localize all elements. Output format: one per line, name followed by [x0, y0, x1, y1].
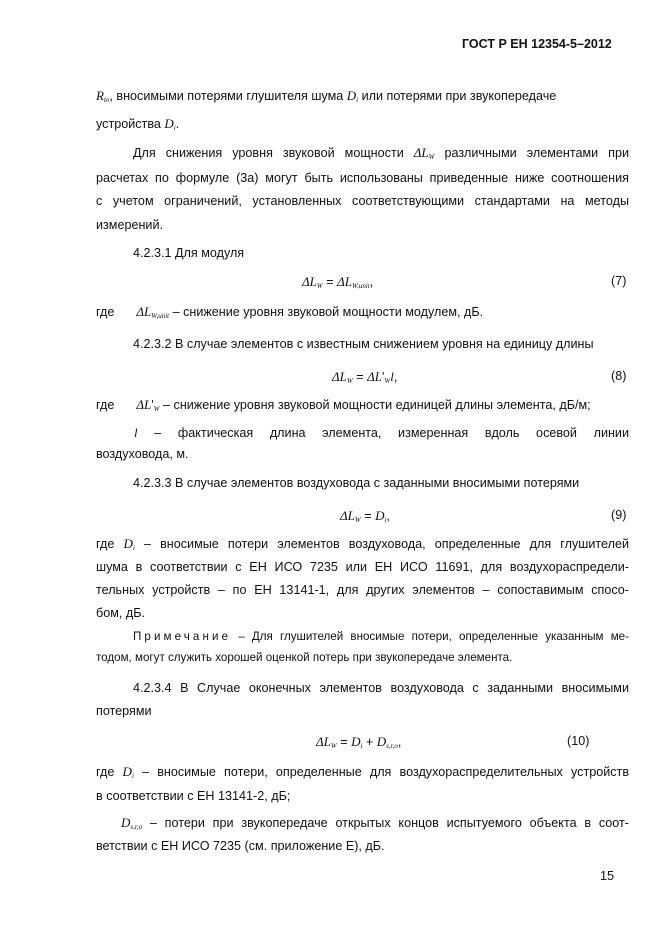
note-label: Примечание — [133, 630, 232, 643]
section-4-2-3-4-heading-line-2: потерями — [96, 704, 152, 718]
equation-8-number: (8) — [611, 369, 627, 383]
page-number: 15 — [600, 869, 615, 883]
definition-10-b-line-1: $D_{s,r,o}$ – потери при звукопередаче открытых концов испытуемого объекта в соот- — [121, 815, 629, 831]
definition-9-line-2: шума в соответствии с ЕН ИСО 7235 или ЕН ИСО 11691, для воздухораспредели- — [96, 560, 629, 574]
definition-9-line-1: где $D_i$ – вносимые потери элементов воздуховода, определенные для глушителей — [96, 536, 630, 552]
section-4-2-3-2-heading: 4.2.3.2 В случае элементов с известным снижением уровня на единицу длины — [133, 337, 594, 351]
equation-9: $\Delta L_W = D_i$, — [340, 508, 390, 524]
reduction-line-3: с учетом ограничений, установленных соответствующими стандартами на методы — [96, 194, 629, 208]
definition-7: где $\Delta L_{W,unit}$ – снижение уровня звуковой мощности модулем, дБ. — [96, 304, 484, 320]
definition-8-b-line-1: l – фактическая длина элемента, измеренная вдоль осевой линии — [134, 425, 629, 440]
equation-7: $\Delta L_W = \Delta L_{W,unit}$, — [302, 274, 374, 290]
definition-9-line-3: тельных устройств – по ЕН 13141-1, для других элементов – сопоставимым спосо- — [96, 583, 629, 597]
reduction-line-4: измерений. — [96, 218, 164, 232]
definition-10-a-line-1: где $D_i$ – вносимые потери, определенные для воздухораспределительных устройств — [96, 764, 630, 780]
equation-9-number: (9) — [611, 508, 627, 522]
definition-10-b-line-2: ветствии с ЕН ИСО 7235 (см. приложение Е), дБ. — [96, 839, 385, 853]
equation-7-number: (7) — [611, 274, 627, 288]
section-4-2-3-4-heading-line-1: 4.2.3.4 В Случае оконечных элементов воздуховода с заданными вносимыми — [133, 681, 629, 695]
section-4-2-3-3-heading: 4.2.3.3 В случае элементов воздуховода с заданными вносимыми потерями — [133, 476, 580, 490]
definition-9-line-4: бом, дБ. — [96, 606, 145, 620]
definition-8-a: где $\Delta L'_W$ – снижение уровня звуковой мощности единицей длины элемента, дБ/м; — [96, 397, 591, 413]
intro-line-2: устройства $D_i$. — [96, 116, 180, 132]
equation-8: $\Delta L_W = \Delta L'_Wl$, — [332, 369, 398, 385]
note-line-2: тодом, могут служить хорошей оценкой потерь при звукопередаче элемента. — [96, 651, 513, 664]
definition-8-b-line-2: воздуховода, м. — [96, 447, 189, 461]
equation-10-number: (10) — [567, 734, 590, 748]
definition-10-a-line-2: в соответствии с ЕН 13141-2, дБ; — [96, 789, 291, 803]
document-code-header: ГОСТ Р ЕН 12354-5–2012 — [462, 37, 612, 51]
section-4-2-3-1-heading: 4.2.3.1 Для модуля — [133, 246, 245, 260]
intro-line-1: $R_{tо}$, вносимыми потерями глушителя шума $D_i$ или потерями при звукопередаче — [96, 88, 557, 104]
reduction-line-1: Для снижения уровня звуковой мощности $\Delta L_W$ различными элементами при — [133, 145, 630, 161]
note-line-1: Примечание – Для глушителей вносимые потери, определенные указанным ме- — [133, 630, 629, 643]
equation-10: $\Delta L_W = D_i + D_{s,r,o}$, — [316, 734, 402, 750]
reduction-line-2: расчетах по формуле (3а) могут быть использованы приведенные ниже соотношения — [96, 171, 629, 185]
